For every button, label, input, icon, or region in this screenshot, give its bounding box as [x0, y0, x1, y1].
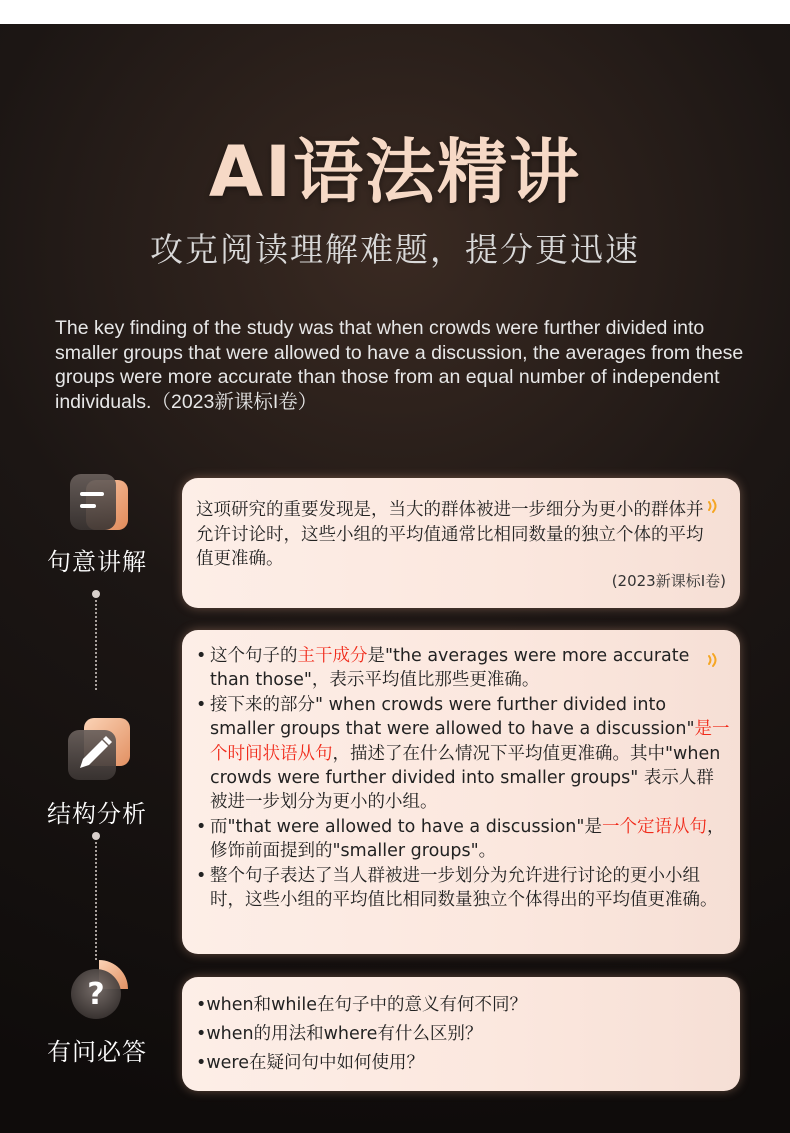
- question-item[interactable]: [196, 1049, 728, 1078]
- item-text: ，修饰前面提到的"smaller groups"。: [210, 816, 725, 862]
- meaning-card: [182, 478, 740, 608]
- bullet: •: [196, 694, 207, 715]
- section-label-qa: 有问必答: [47, 1038, 147, 1066]
- list-item: [196, 815, 730, 864]
- list-item: [196, 644, 730, 693]
- timeline-dot: [92, 590, 100, 598]
- highlight-text: 是一个时间状语从句: [210, 719, 730, 764]
- section-label-structure: 结构分析: [47, 800, 147, 828]
- list-item: [196, 693, 730, 815]
- item-text: 是"the averages were more accurate than those"，表示平均值比那些更准确。: [210, 646, 690, 691]
- meaning-source: (2023新课标I卷): [611, 572, 726, 590]
- document-lines-icon: [68, 472, 130, 534]
- question-text: were在疑问句中如何使用？: [206, 1053, 424, 1073]
- bullet: •: [196, 865, 207, 886]
- example-sentence: The key finding of the study was that when crowds were further divided into smaller groups that were allowed to have a discussion, the averages from these groups were more accurate than those from an equal number of independent individuals.（2023新课标I卷）: [55, 317, 744, 413]
- timeline-line: [95, 842, 97, 960]
- highlight-text: 一个定语从句: [601, 816, 707, 837]
- question-text: when和while在句子中的意义有何不同？: [206, 995, 527, 1015]
- sound-wave-icon[interactable]: [706, 652, 720, 668]
- page-subtitle: 攻克阅读理解难题，提分更迅速: [150, 230, 640, 269]
- bullet: •: [196, 816, 207, 837]
- question-text: when的用法和where有什么区别？: [206, 1024, 483, 1044]
- bullet: •: [196, 1053, 207, 1073]
- structure-card: [182, 630, 740, 954]
- item-text: 整个句子表达了当人群被进一步划分为允许进行讨论的更小小组时，这些小组的平均值比相同数量独立个体得出的平均值更准确。: [210, 865, 718, 911]
- sound-wave-icon[interactable]: [706, 498, 720, 514]
- svg-text:?: ?: [87, 977, 105, 1012]
- timeline-connector: [90, 590, 102, 690]
- timeline-line: [95, 600, 97, 690]
- question-item[interactable]: [196, 991, 728, 1020]
- meaning-text: 这项研究的重要发现是，当大的群体被进一步细分为更小的群体并允许讨论时，这些小组的平均值通常比相同数量的独立个体的平均值更准确。: [196, 500, 704, 569]
- page-title: AI语法精讲: [208, 131, 582, 213]
- item-text: ，描述了在什么情况下平均值更准确。其中"when crowds were further divided into smaller groups" 表示人群被进一步划分为更小的小组。: [210, 743, 721, 813]
- list-item: [196, 864, 730, 913]
- timeline-dot: [92, 832, 100, 840]
- bullet: •: [196, 1024, 207, 1044]
- highlight-text: 主干成分: [297, 646, 368, 666]
- question-mark-icon: [68, 958, 130, 1020]
- item-text: 接下来的部分" when crowds were further divided into smaller groups that were allowed to have a discussion": [210, 694, 695, 740]
- pencil-icon: [68, 718, 130, 780]
- qa-card: [182, 977, 740, 1091]
- bullet: •: [196, 995, 207, 1015]
- bullet: •: [196, 646, 207, 666]
- question-item[interactable]: [196, 1020, 728, 1049]
- item-text: 而"that were allowed to have a discussion"是: [210, 816, 602, 837]
- section-label-meaning: 句意讲解: [47, 548, 147, 576]
- page-background: [0, 24, 790, 1133]
- timeline-connector: [90, 832, 102, 962]
- item-text: 这个句子的: [210, 646, 298, 666]
